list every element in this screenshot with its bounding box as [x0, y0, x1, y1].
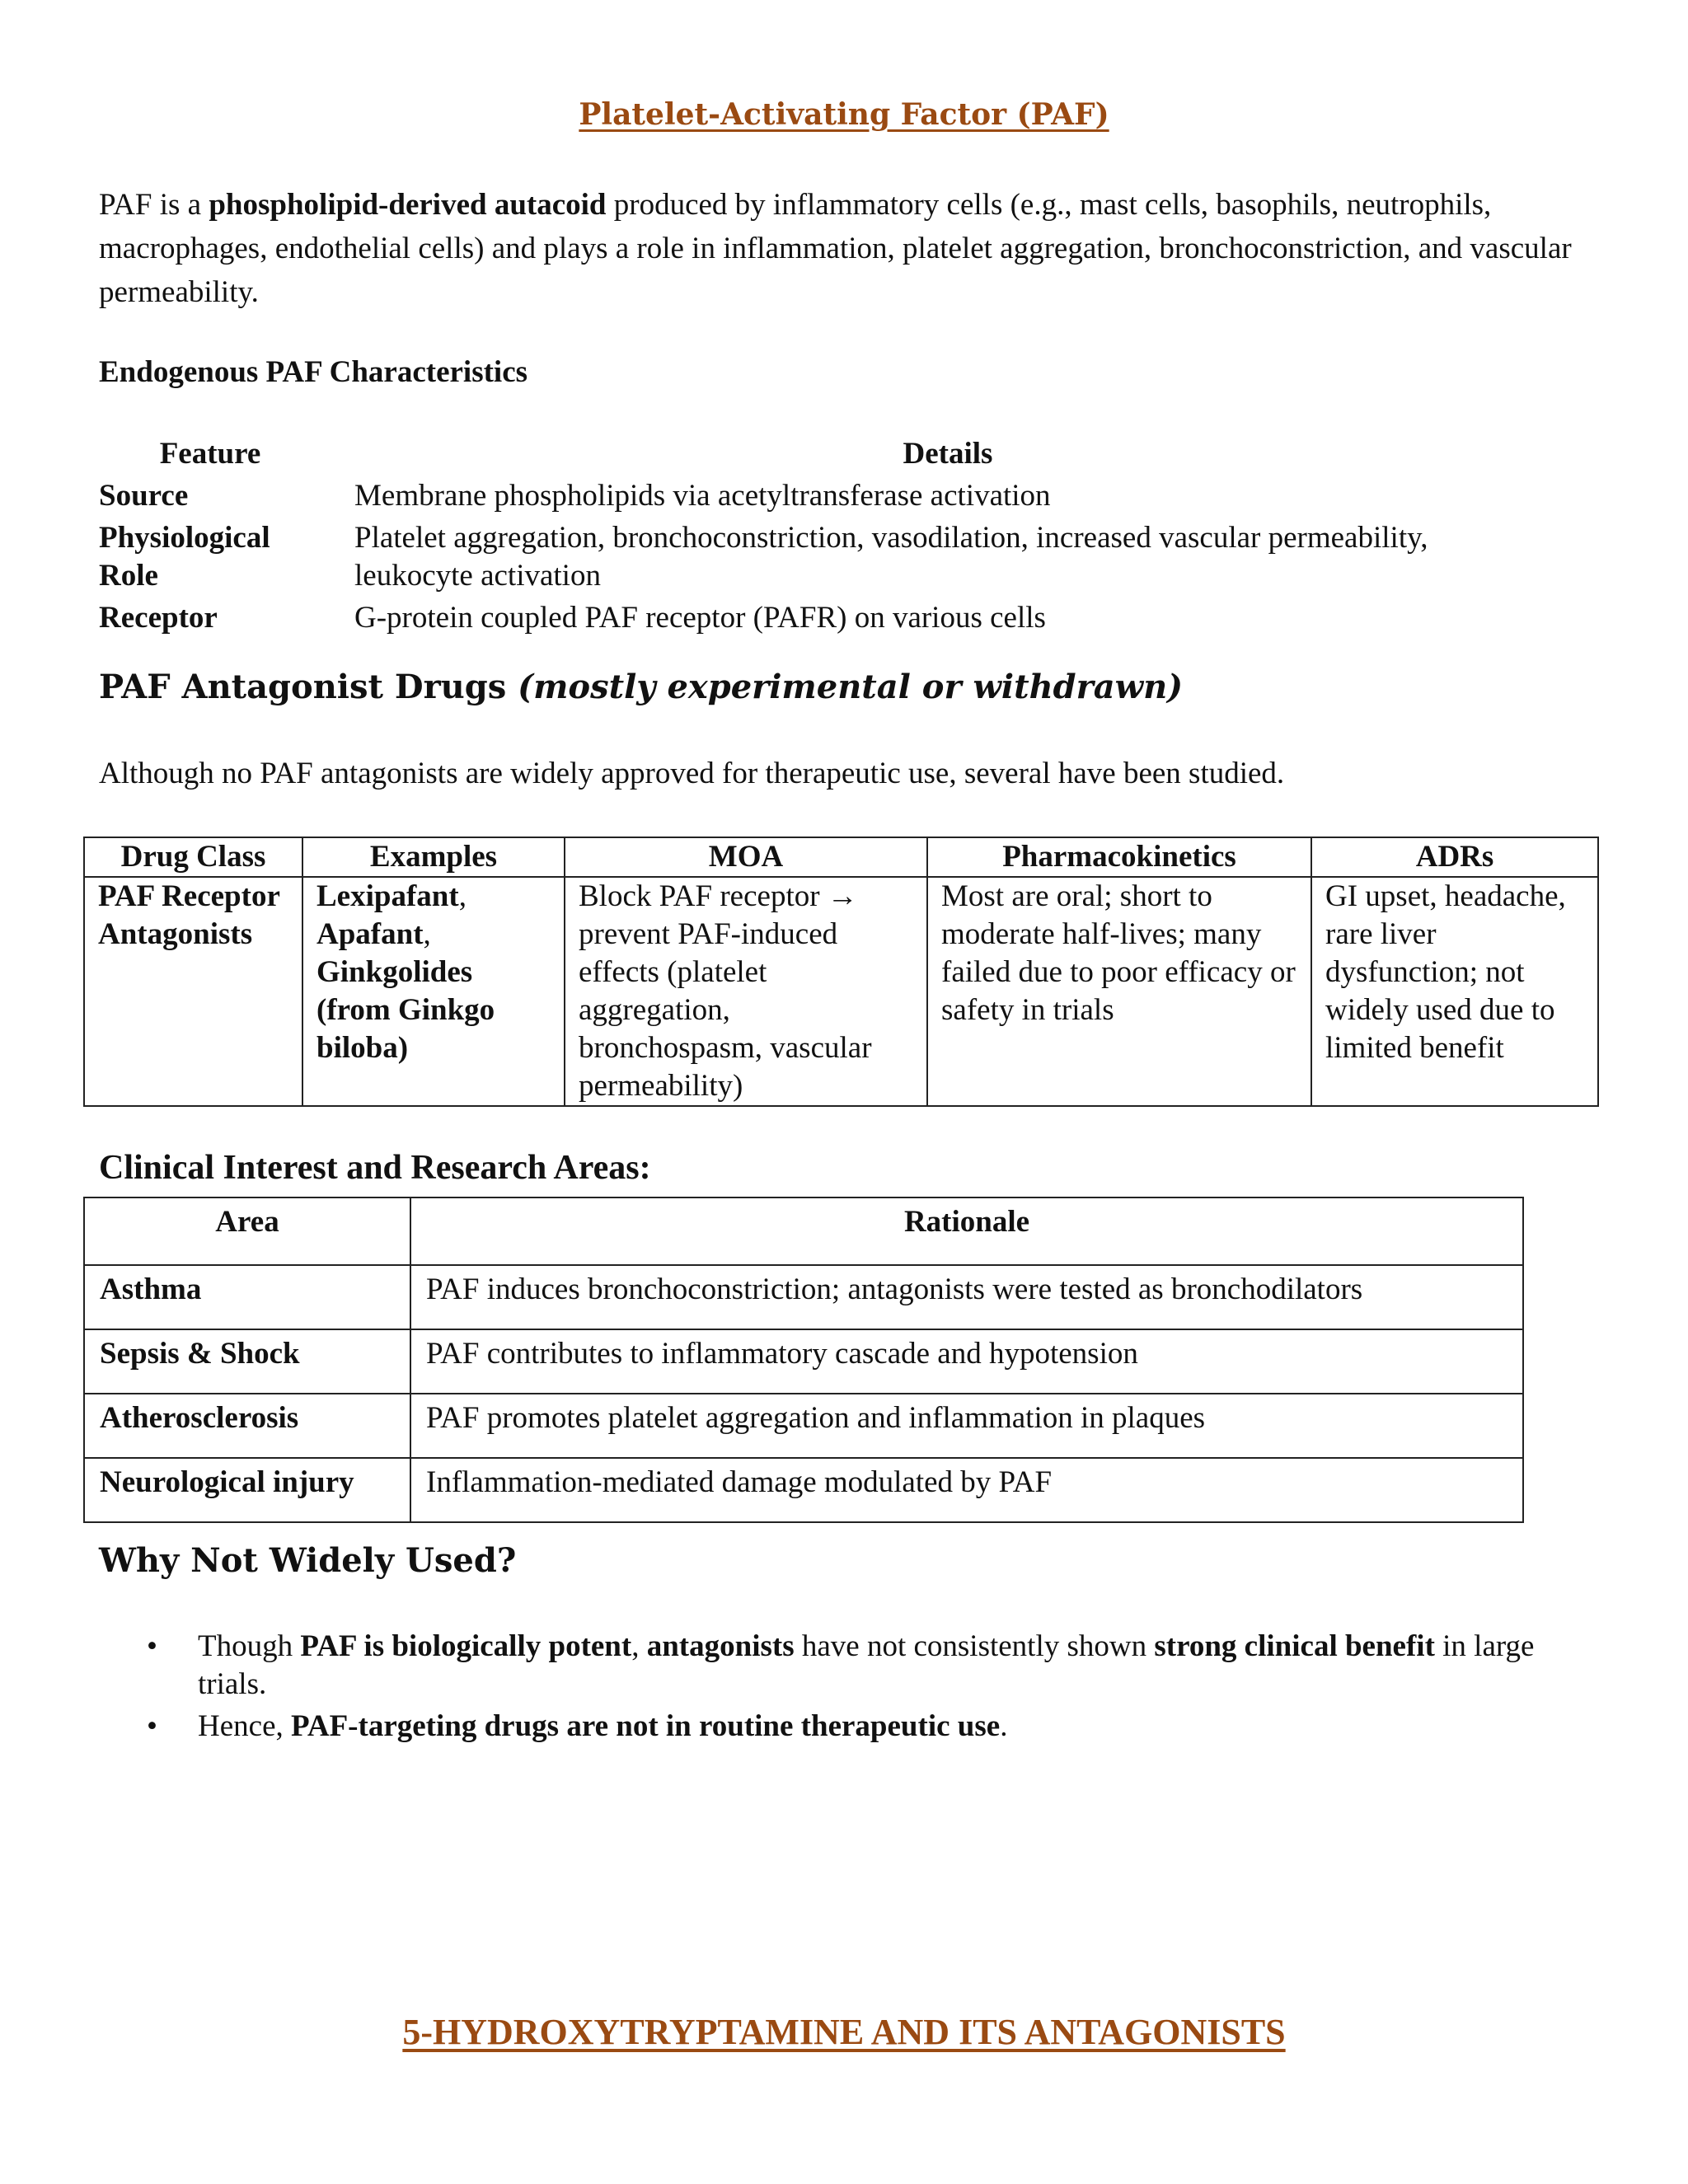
- antagonist-note: Although no PAF antagonists are widely approved for therapeutic use, several have been studied.: [99, 757, 1285, 790]
- endogenous-heading: Endogenous PAF Characteristics: [99, 355, 528, 389]
- table-row: Physiological Role Platelet aggregation, bronchoconstriction, vasodilation, increased vascular permeability, leukocyte activation: [99, 521, 1428, 593]
- drug-table: [83, 837, 1599, 1107]
- table-row: Source Membrane phospholipids via acetyltransferase activation: [99, 479, 1051, 513]
- why-list: [99, 1628, 1582, 1750]
- table-row: Sepsis & Shock PAF contributes to inflammatory cascade and hypotension: [84, 1329, 1523, 1394]
- list-item: • Hence, PAF-targeting drugs are not in routine therapeutic use.: [99, 1708, 1582, 1746]
- clinical-table-header: Area Rationale: [84, 1197, 1523, 1265]
- endogenous-table: [99, 435, 1541, 637]
- page-title: Platelet-Activating Factor (PAF): [579, 97, 1109, 132]
- list-item: • Though PAF is biologically potent, antagonists have not consistently shown strong clinical benefit in large trials.: [99, 1628, 1582, 1704]
- intro-bold-term: phospholipid-derived autacoid: [209, 188, 607, 222]
- why-heading: Why Not Widely Used?: [99, 1541, 517, 1580]
- bullet-icon: •: [147, 1629, 157, 1663]
- table-row: Asthma PAF induces bronchoconstriction; antagonists were tested as bronchodilators: [84, 1265, 1523, 1329]
- clinical-table: [83, 1197, 1524, 1523]
- clinical-heading: Clinical Interest and Research Areas:: [99, 1149, 651, 1187]
- table-row: PAF Receptor Antagonists Lexipafant, Apafant, Ginkgolides (from Ginkgo biloba) Block PAF receptor → prevent PAF-induced effects (platelet aggregation, bronchospasm, vascular permeability) Most are oral; short to moderate half-lives; many failed due to poor efficacy or safety in trials GI upset, headache, rare liver dysfunction; not widely used due to limited benefit: [84, 877, 1598, 1106]
- antagonist-heading: PAF Antagonist Drugs (mostly experimental or withdrawn): [99, 668, 1184, 706]
- endogenous-table-header: [99, 435, 1541, 473]
- table-row: Receptor G-protein coupled PAF receptor (PAFR) on various cells: [99, 601, 1046, 635]
- drug-table-header: Drug Class Examples MOA Pharmacokinetics ADRs: [84, 837, 1598, 877]
- header-details: Details: [903, 437, 993, 471]
- header-feature: Feature: [159, 437, 261, 471]
- intro-paragraph: PAF is a phospholipid-derived autacoid produced by inflammatory cells (e.g., mast cells, basophils, neutrophils, macrophages, endothelial cells) and plays a role in inflammation, platelet aggregation, bronchoconstriction, and vascular permeability.: [99, 188, 1572, 309]
- table-row: Atherosclerosis PAF promotes platelet aggregation and inflammation in plaques: [84, 1394, 1523, 1458]
- table-row: Neurological injury Inflammation-mediated damage modulated by PAF: [84, 1458, 1523, 1522]
- bullet-icon: •: [147, 1709, 157, 1743]
- next-section-title: 5-HYDROXYTRYPTAMINE AND ITS ANTAGONISTS: [402, 2012, 1286, 2052]
